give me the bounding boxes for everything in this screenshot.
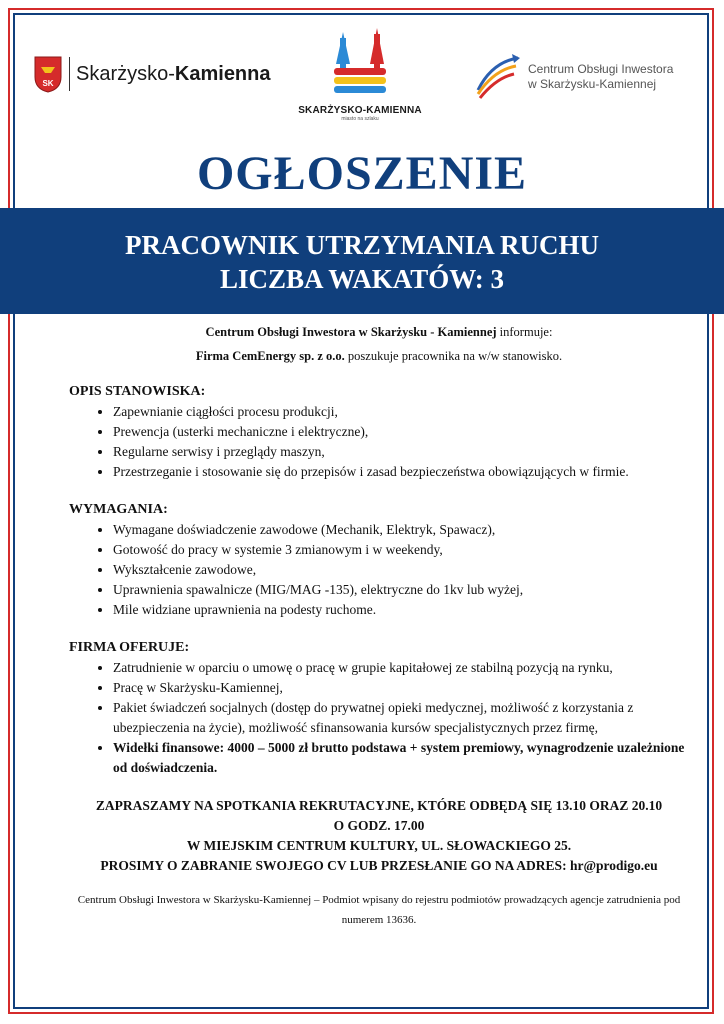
- list-item: • Pakiet świadczeń socjalnych (dostęp do prywatnej opieki medycznej, możliwość z korzystania z ubezpieczenia na życie), możliwość sfinansowania kursów specjalistycznych przez firmę,: [113, 698, 689, 738]
- intro-line-2: [69, 346, 689, 366]
- list-item: • Zatrudnienie w oparciu o umowę o pracę w grupie kapitałowej ze stabilną pozycją na rynku,: [113, 658, 689, 678]
- investor-center-logo: [472, 52, 673, 102]
- church-towers-icon: [330, 24, 390, 100]
- list-item: • Wymagane doświadczenie zawodowe (Mechanik, Elektryk, Spawacz),: [113, 520, 689, 540]
- offer-title: FIRMA OFERUJE:: [69, 640, 190, 655]
- city-name: [76, 63, 271, 86]
- city-shield-icon: [33, 55, 63, 93]
- offer-list: [69, 658, 689, 778]
- shield-text: SK: [42, 79, 54, 88]
- list-item: • Mile widziane uprawnienia na podesty ruchome.: [113, 600, 689, 620]
- logo-divider: [69, 57, 70, 91]
- list-item: • Uprawnienia spawalnicze (MIG/MAG -135), elektryczne do 1kv lub wyżej,: [113, 580, 689, 600]
- investor-center-line1: Centrum Obsługi Inwestora: [528, 62, 674, 76]
- description-list: [69, 402, 689, 482]
- intro-line-1: [69, 322, 689, 342]
- list-item: • Przestrzeganie i stosowanie się do przepisów i zasad bezpieczeństwa obowiązujących w firmie.: [113, 462, 689, 482]
- invite-line-2: O GODZ. 17.00: [333, 818, 425, 833]
- recruitment-invitation: [69, 796, 689, 876]
- investor-center-line2: w Skarżysku-Kamiennej: [528, 77, 657, 91]
- announcement-content: [69, 320, 689, 930]
- invite-line-1: ZAPRASZAMY NA SPOTKANIA REKRUTACYJNE, KTÓRE ODBĘDĄ SIĘ 13.10 ORAZ 20.10: [95, 798, 663, 813]
- list-item: • Wykształcenie zawodowe,: [113, 560, 689, 580]
- job-title: PRACOWNIK UTRZYMANIA RUCHU: [124, 230, 599, 260]
- city-logo: [33, 55, 271, 93]
- intro-org: Centrum Obsługi Inwestora w Skarżysku - Kamiennej: [205, 325, 497, 339]
- registry-footer: Centrum Obsługi Inwestora w Skarżysku-Kamiennej – Podmiot wpisany do rejestru podmiotów prowadzących agencje zatrudnienia pod numerem 13636.: [77, 894, 681, 926]
- city-name-prefix: Skarżysko-: [76, 62, 175, 85]
- job-banner: [0, 208, 724, 314]
- invite-line-4: PROSIMY O ZABRANIE SWOJEGO CV LUB PRZESŁANIE GO NA ADRES: hr@prodigo.eu: [100, 858, 658, 873]
- intro-company: Firma CemEnergy sp. z o.o.: [195, 349, 345, 363]
- announcement-title: OGŁOSZENIE: [196, 147, 528, 200]
- vacancy-count: LICZBA WAKATÓW: 3: [219, 264, 505, 294]
- list-item: • Pracę w Skarżysku-Kamiennej,: [113, 678, 689, 698]
- list-item: • Zapewnianie ciągłości procesu produkcji,: [113, 402, 689, 422]
- city-emblem-logo: [290, 24, 430, 122]
- list-item: • Regularne serwisy i przeglądy maszyn,: [113, 442, 689, 462]
- requirements-title: WYMAGANIA:: [69, 502, 168, 517]
- arrows-icon: [472, 52, 522, 102]
- invite-line-3: W MIEJSKIM CENTRUM KULTURY, UL. SŁOWACKIEGO 25.: [186, 838, 572, 853]
- intro-company-rest: poszukuje pracownika na w/w stanowisko.: [344, 349, 563, 363]
- city-name-bold: Kamienna: [174, 62, 271, 85]
- list-item: • Prewencja (usterki mechaniczne i elektryczne),: [113, 422, 689, 442]
- intro-org-rest: informuje:: [496, 325, 553, 339]
- description-title: OPIS STANOWISKA:: [69, 384, 206, 399]
- emblem-tagline: miasto na szlaku: [341, 116, 379, 122]
- requirements-list: [69, 520, 689, 620]
- list-item: • Gotowość do pracy w systemie 3 zmianowym i w weekendy,: [113, 540, 689, 560]
- salary-item: • Widełki finansowe: 4000 – 5000 zł brutto podstawa + system premiowy, wynagrodzenie uzależnione od doświadczenia.: [113, 738, 689, 778]
- emblem-name: SKARŻYSKO-KAMIENNA: [298, 105, 422, 116]
